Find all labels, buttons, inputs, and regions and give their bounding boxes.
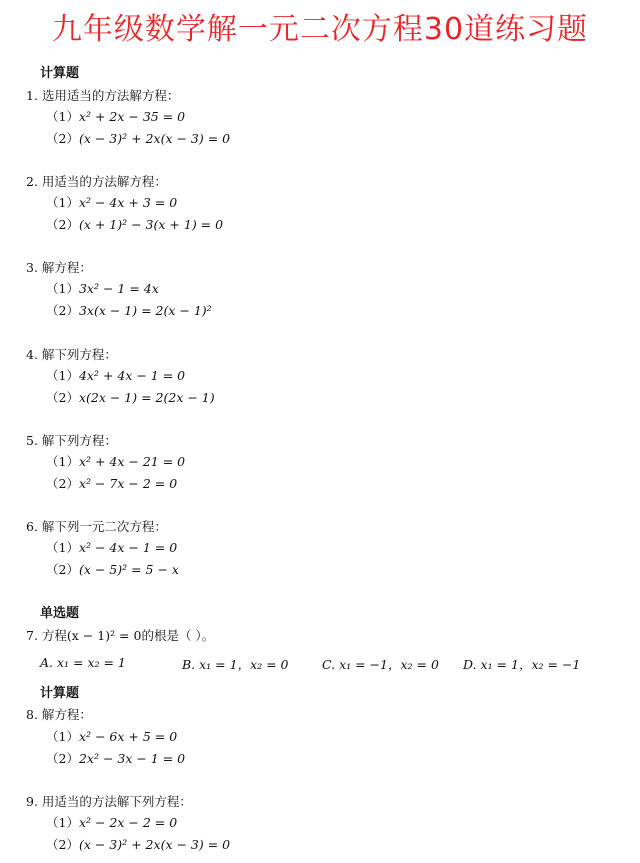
page-title: 九年级数学解一元二次方程30道练习题 [51, 12, 589, 47]
question-8-part-1: （1）x² − 6x + 5 = 0 [46, 729, 178, 744]
question-3-part-1: （1）3x² − 1 = 4x [46, 281, 159, 296]
section-heading-calc-2: 计算题 [40, 686, 80, 701]
question-4-stem: 4. 解下列方程： [26, 347, 117, 362]
question-3-part-2: （2）3x(x − 1) = 2(x − 1)² [46, 303, 212, 318]
question-9-stem: 9. 用适当的方法解下列方程： [26, 794, 192, 809]
question-7-option-a[interactable]: A. x₁ = x₂ = 1 [40, 655, 126, 670]
question-4-part-2: （2）x(2x − 1) = 2(2x − 1) [46, 390, 215, 405]
section-heading-calc-1: 计算题 [40, 66, 80, 81]
question-9-part-2: （2）(x − 3)² + 2x(x − 3) = 0 [46, 837, 231, 852]
question-8-part-2: （2）2x² − 3x − 1 = 0 [46, 751, 186, 766]
question-5-part-1: （1）x² + 4x − 21 = 0 [46, 454, 186, 469]
question-1-part-1: （1）x² + 2x − 35 = 0 [46, 109, 186, 124]
section-heading-single-choice: 单选题 [40, 606, 80, 621]
question-6-part-2: （2）(x − 5)² = 5 − x [46, 562, 179, 577]
question-2-stem: 2. 用适当的方法解方程： [26, 174, 167, 189]
question-1-stem: 1. 选用适当的方法解方程： [26, 88, 180, 103]
question-4-part-1: （1）4x² + 4x − 1 = 0 [46, 368, 186, 383]
question-3-stem: 3. 解方程： [26, 260, 92, 275]
question-2-part-1: （1）x² − 4x + 3 = 0 [46, 195, 178, 210]
question-7-option-d[interactable]: D. x₁ = 1，x₂ = −1 [463, 657, 581, 672]
question-5-stem: 5. 解下列方程： [26, 433, 117, 448]
question-5-part-2: （2）x² − 7x − 2 = 0 [46, 476, 178, 491]
question-2-part-2: （2）(x + 1)² − 3(x + 1) = 0 [46, 217, 224, 232]
question-7-option-b[interactable]: B. x₁ = 1，x₂ = 0 [182, 657, 289, 672]
question-7-option-c[interactable]: C. x₁ = −1，x₂ = 0 [322, 657, 439, 672]
question-9-part-1: （1）x² − 2x − 2 = 0 [46, 815, 178, 830]
question-6-stem: 6. 解下列一元二次方程： [26, 519, 167, 534]
question-6-part-1: （1）x² − 4x − 1 = 0 [46, 540, 178, 555]
question-1-part-2: （2）(x − 3)² + 2x(x − 3) = 0 [46, 131, 231, 146]
question-8-stem: 8. 解方程： [26, 707, 92, 722]
question-7-stem: 7. 方程(x − 1)² = 0的根是（ ）。 [26, 628, 215, 643]
